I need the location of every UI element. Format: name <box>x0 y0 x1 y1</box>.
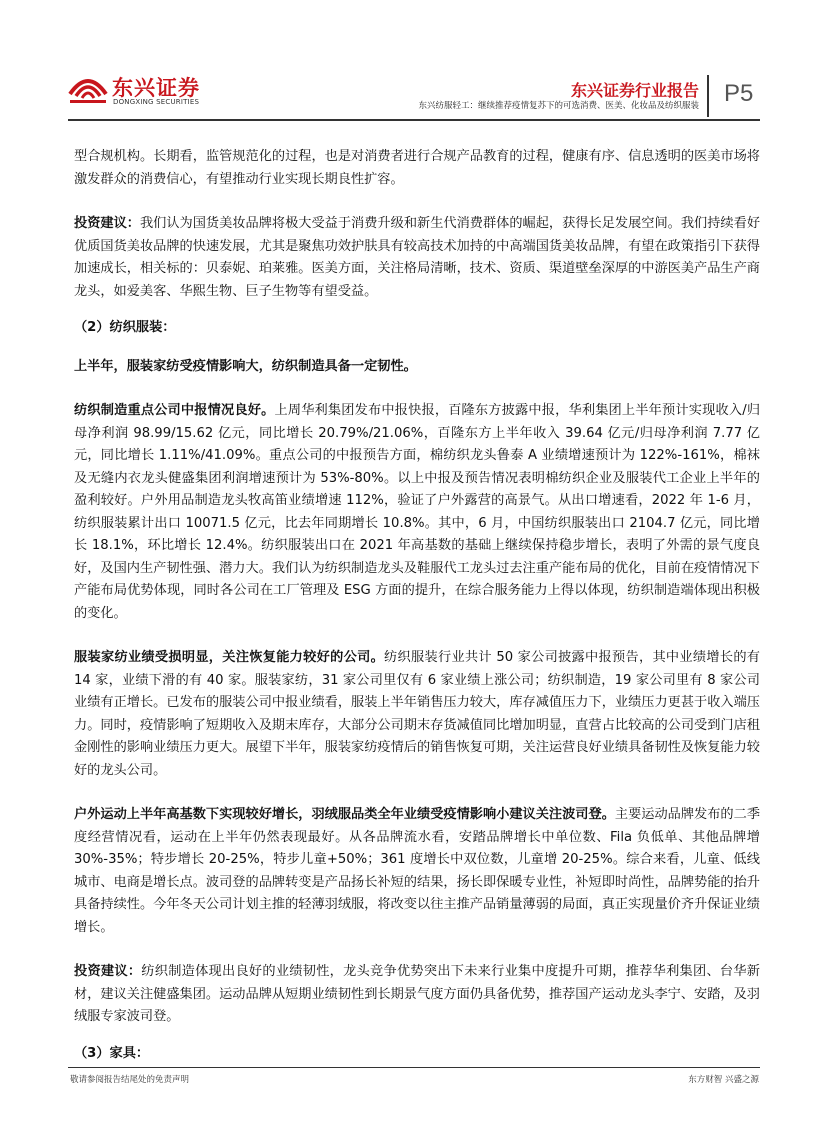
paragraph-text: 纺织服装行业共计 50 家公司披露中报预告，其中业绩增长的有 14 家，业绩下滑的有 40 家。服装家纺，31 家公司里仅有 6 家业绩上涨公司；纺织制造，19 家公司里有 8 家公司业绩有正增长。已发布的服装公司中报业绩看，服装上半年销售压力较大，库存减值压力下，业绩压力更甚于收入端压力。同时，疫情影响了短期收入及期末库存，大部分公司期末存货减值同比增加明显，直营占比较高的公司受到门店租金刚性的影响业绩压力更大。展望下半年，服装家纺疫情后的销售恢复可期，关注运营良好业绩具备韧性及恢复能力较好的龙头公司。 <box>74 650 760 778</box>
paragraph-lead: 投资建议： <box>74 964 142 979</box>
report-subtitle: 东兴纺服轻工：继续推荐疫情复苏下的可选消费、医美、化妆品及纺织服装 <box>418 101 699 111</box>
paragraph <box>74 961 760 1029</box>
paragraph <box>74 400 760 625</box>
paragraph-text: 我们认为国货美妆品牌将极大受益于消费升级和新生代消费群体的崛起，获得长足发展空间。我们持续看好优质国货美妆品牌的快速发展，尤其是聚焦功效护肤具有较高技术加持的中高端国货美妆品牌，有望在政策指引下获得加速成长，相关标的：贝泰妮、珀莱雅。医美方面，关注格局清晰，技术、资质、渠道壁垒深厚的中游医美产品生产商龙头，如爱美客、华熙生物、巨子生物等有望受益。 <box>74 216 761 299</box>
logo-english-text: DONGXING SECURITIES <box>113 98 200 106</box>
page-header <box>0 0 827 130</box>
logo-chinese-text: 东兴证券 <box>112 76 200 100</box>
section-heading: （3）家具： <box>74 1045 150 1061</box>
paragraph-lead: 投资建议： <box>74 216 140 231</box>
paragraph-lead: 纺织制造重点公司中报情况良好。 <box>74 403 275 418</box>
dongxing-logo-icon <box>68 70 108 108</box>
header-rule <box>68 119 760 121</box>
paragraph-lead: 户外运动上半年高基数下实现较好增长，羽绒服品类全年业绩受疫情影响小建议关注波司登。 <box>74 807 615 822</box>
footer-disclaimer: 敬请参阅报告结尾处的免责声明 <box>70 1075 190 1085</box>
section-heading: （2）纺织服装： <box>74 320 176 335</box>
page-number: P5 <box>724 80 754 107</box>
footer-slogan: 东方财智 兴盛之源 <box>688 1075 759 1085</box>
paragraph-lead: 服装家纺业绩受损明显，关注恢复能力较好的公司。 <box>74 650 385 665</box>
report-title: 东兴证券行业报告 <box>570 81 699 100</box>
paragraph-text: 主要运动品牌发布的二季度经营情况看，运动在上半年仍然表现最好。从各品牌流水看，安踏品牌增长中单位数、Fila 负低单、其他品牌增 30%-35%；特步增长 20-25%，特步儿童+50%；361 度增长中双位数，儿童增 20-25%。综合来看，儿童、低线城市、电商是增长点。波司登的品牌转变是产品扬长补短的结果，扬长即保暖专业性，补短即时尚性，品牌势能的抬升具备持续性。今年冬天公司计划主推的轻薄羽绒服，将改变以往主推产品销量薄弱的局面，真正实现量价齐升保证业绩增长。 <box>74 807 761 935</box>
report-body <box>74 146 760 1065</box>
paragraph-text: 纺织制造体现出良好的业绩韧性，龙头竞争优势突出下未来行业集中度提升可期，推荐华利集团、台华新材，建议关注健盛集团。运动品牌从短期业绩韧性到长期景气度方面仍具备优势，推荐国产运动龙头李宁、安踏，及羽绒服专家波司登。 <box>74 964 760 1024</box>
paragraph: 型合规机构。长期看，监管规范化的过程，也是对消费者进行合规产品教育的过程，健康有序、信息透明的医美市场将激发群众的消费信心，有望推动行业实现长期良性扩容。 <box>74 149 760 187</box>
paragraph <box>74 804 760 939</box>
header-divider <box>707 75 709 117</box>
paragraph <box>74 213 760 303</box>
paragraph <box>74 647 760 782</box>
paragraph-text: 上周华利集团发布中报快报，百隆东方披露中报，华利集团上半年预计实现收入/归母净利润 98.99/15.62 亿元，同比增长 20.79%/21.06%，百隆东方上半年收入 39.64 亿元/归母净利润 7.77 亿元，同比增长 1.11%/41.09%。重点公司的中报预告方面，棉纺织龙头鲁泰 A 业绩增速预计为 122%-161%，棉袜及无缝内衣龙头健盛集团利润增速预计为 53%-80%。以上中报及预告情况表明棉纺织企业及服装代工企业上半年的盈利较好。户外用品制造龙头牧高笛业绩增速 112%，验证了户外露营的高景气。从出口增速看，2022 年 1-6 月，纺织服装累计出口 10071.5 亿元，比去年同期增长 10.8%。其中，6 月，中国纺织服装出口 2104.7 亿元，同比增长 18.1%，环比增长 12.4%。纺织服装出口在 2021 年高基数的基础上继续保持稳步增长，表明了外需的景气度良好，及国内生产韧性强、潜力大。我们认为纺织制造龙头及鞋服代工龙头过去注重产能布局的优化，目前在疫情情况下产能布局优势体现，同时各公司在工厂管理及 ESG 方面的提升，在综合服务能力上得以体现，纺织制造端体现出积极的变化。 <box>74 403 761 621</box>
footer-rule <box>68 1067 760 1068</box>
company-logo <box>68 68 238 112</box>
paragraph-heading: 上半年，服装家纺受疫情影响大，纺织制造具备一定韧性。 <box>74 358 417 374</box>
